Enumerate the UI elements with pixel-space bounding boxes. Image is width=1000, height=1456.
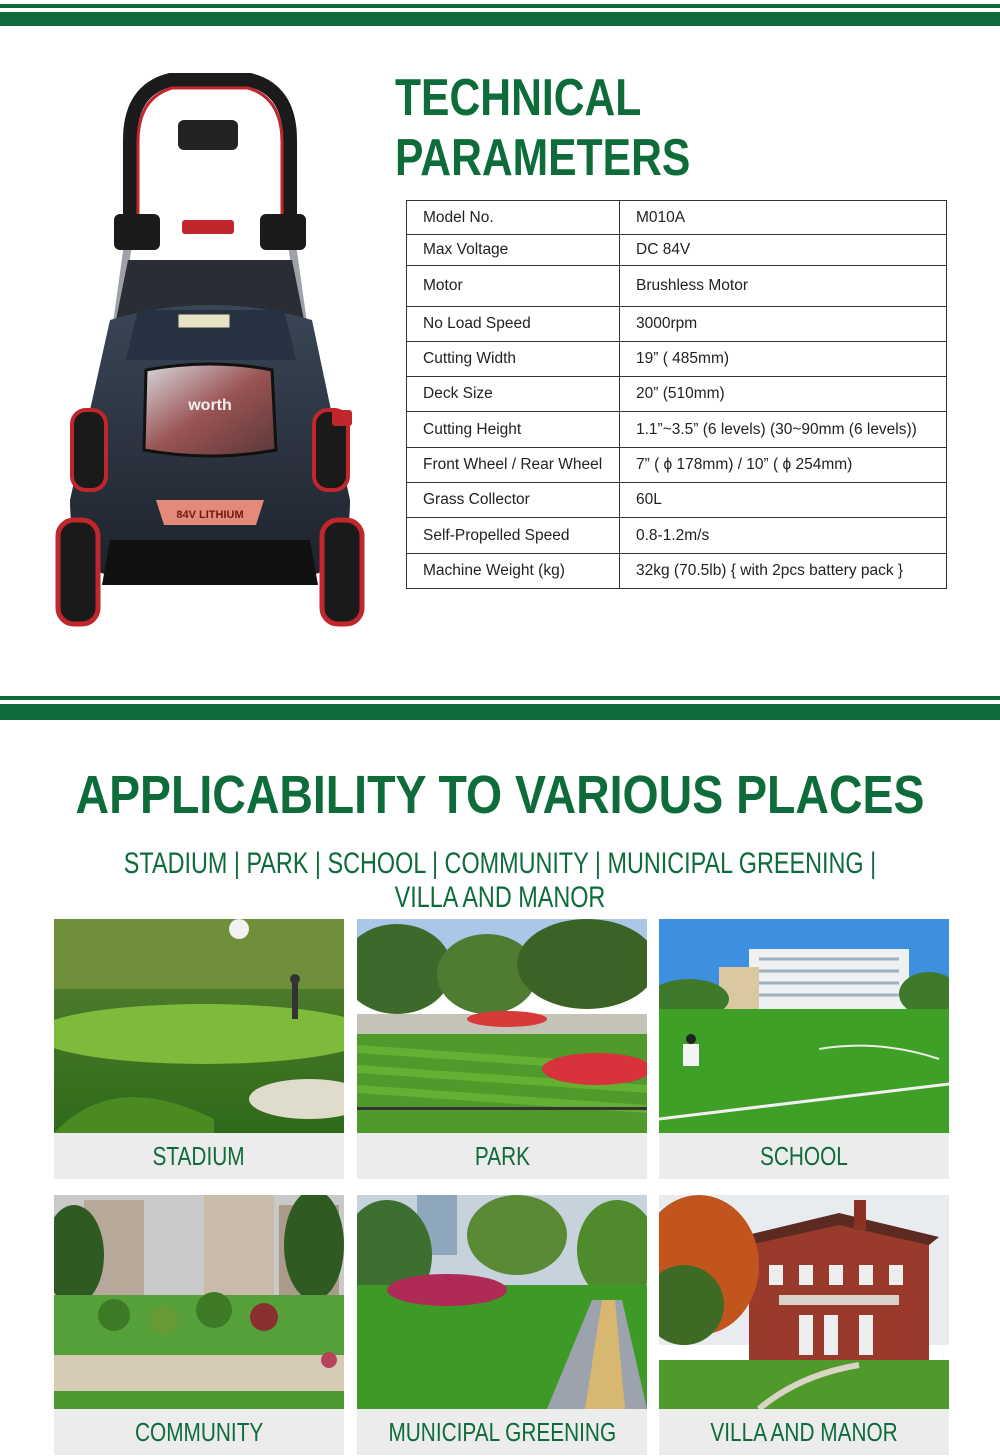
parameter-label: Front Wheel / Rear Wheel	[407, 448, 620, 483]
parameter-row	[407, 235, 947, 266]
parameter-row	[407, 412, 947, 448]
parameter-label: Self-Propelled Speed	[407, 518, 620, 554]
place-card-municipal-greening	[357, 1195, 647, 1455]
parameter-label: Deck Size	[407, 377, 620, 412]
parameter-label: Cutting Width	[407, 342, 620, 377]
mower-brand-label: worth	[188, 397, 232, 414]
municipal-greening-photo	[357, 1195, 647, 1409]
place-card-stadium	[54, 919, 344, 1179]
place-card-community	[54, 1195, 344, 1455]
parameter-value: 3000rpm	[620, 307, 947, 342]
parameter-value: 60L	[620, 483, 947, 518]
parameter-row	[407, 483, 947, 518]
parameter-label: Model No.	[407, 201, 620, 235]
parameters-table	[406, 200, 947, 589]
parameter-value: M010A	[620, 201, 947, 235]
stadium-photo	[54, 919, 344, 1133]
community-caption: COMMUNITY	[54, 1409, 344, 1455]
place-card-villa-and-manor	[659, 1195, 949, 1455]
parameter-value: Brushless Motor	[620, 266, 947, 307]
parameter-value: 32kg (70.5lb) { with 2pcs battery pack }	[620, 554, 947, 589]
place-card-park	[357, 919, 647, 1179]
parameter-label: Cutting Height	[407, 412, 620, 448]
top-band	[0, 0, 1000, 26]
parameter-row	[407, 266, 947, 307]
parameter-row	[407, 201, 947, 235]
mower-battery-label: 84V LITHIUM	[176, 509, 244, 521]
parameter-value: 19” ( 485mm)	[620, 342, 947, 377]
school-photo	[659, 919, 949, 1133]
parameter-row	[407, 307, 947, 342]
parameter-label: Motor	[407, 266, 620, 307]
parameter-label: Machine Weight (kg)	[407, 554, 620, 589]
parameter-value: 0.8-1.2m/s	[620, 518, 947, 554]
middle-band	[0, 696, 1000, 722]
parameter-row	[407, 448, 947, 483]
place-card-school	[659, 919, 949, 1179]
community-photo	[54, 1195, 344, 1409]
municipal-greening-caption: MUNICIPAL GREENING	[357, 1409, 647, 1455]
parameter-label: Max Voltage	[407, 235, 620, 266]
parameter-row	[407, 554, 947, 589]
park-caption: PARK	[357, 1133, 647, 1179]
parameter-value: 7” ( ϕ 178mm) / 10” ( ϕ 254mm)	[620, 448, 947, 483]
parameter-value: 20” (510mm)	[620, 377, 947, 412]
places-subtitle: STADIUM | PARK | SCHOOL | COMMUNITY | MUNICIPAL GREENING | VILLA AND MANOR	[123, 847, 877, 914]
stadium-caption: STADIUM	[54, 1133, 344, 1179]
villa-photo	[659, 1195, 949, 1409]
parameter-value: 1.1”~3.5” (6 levels) (30~90mm (6 levels))	[620, 412, 947, 448]
park-photo	[357, 919, 647, 1133]
applicability-title: APPLICABILITY TO VARIOUS PLACES	[75, 765, 925, 825]
parameter-row	[407, 518, 947, 554]
technical-parameters-title: TECHNICAL PARAMETERS	[395, 69, 691, 187]
parameter-label: No Load Speed	[407, 307, 620, 342]
parameter-row	[407, 377, 947, 412]
parameter-label: Grass Collector	[407, 483, 620, 518]
villa-and-manor-caption: VILLA AND MANOR	[659, 1409, 949, 1455]
parameter-row	[407, 342, 947, 377]
lawn-mower-image	[50, 70, 370, 630]
parameter-value: DC 84V	[620, 235, 947, 266]
school-caption: SCHOOL	[659, 1133, 949, 1179]
